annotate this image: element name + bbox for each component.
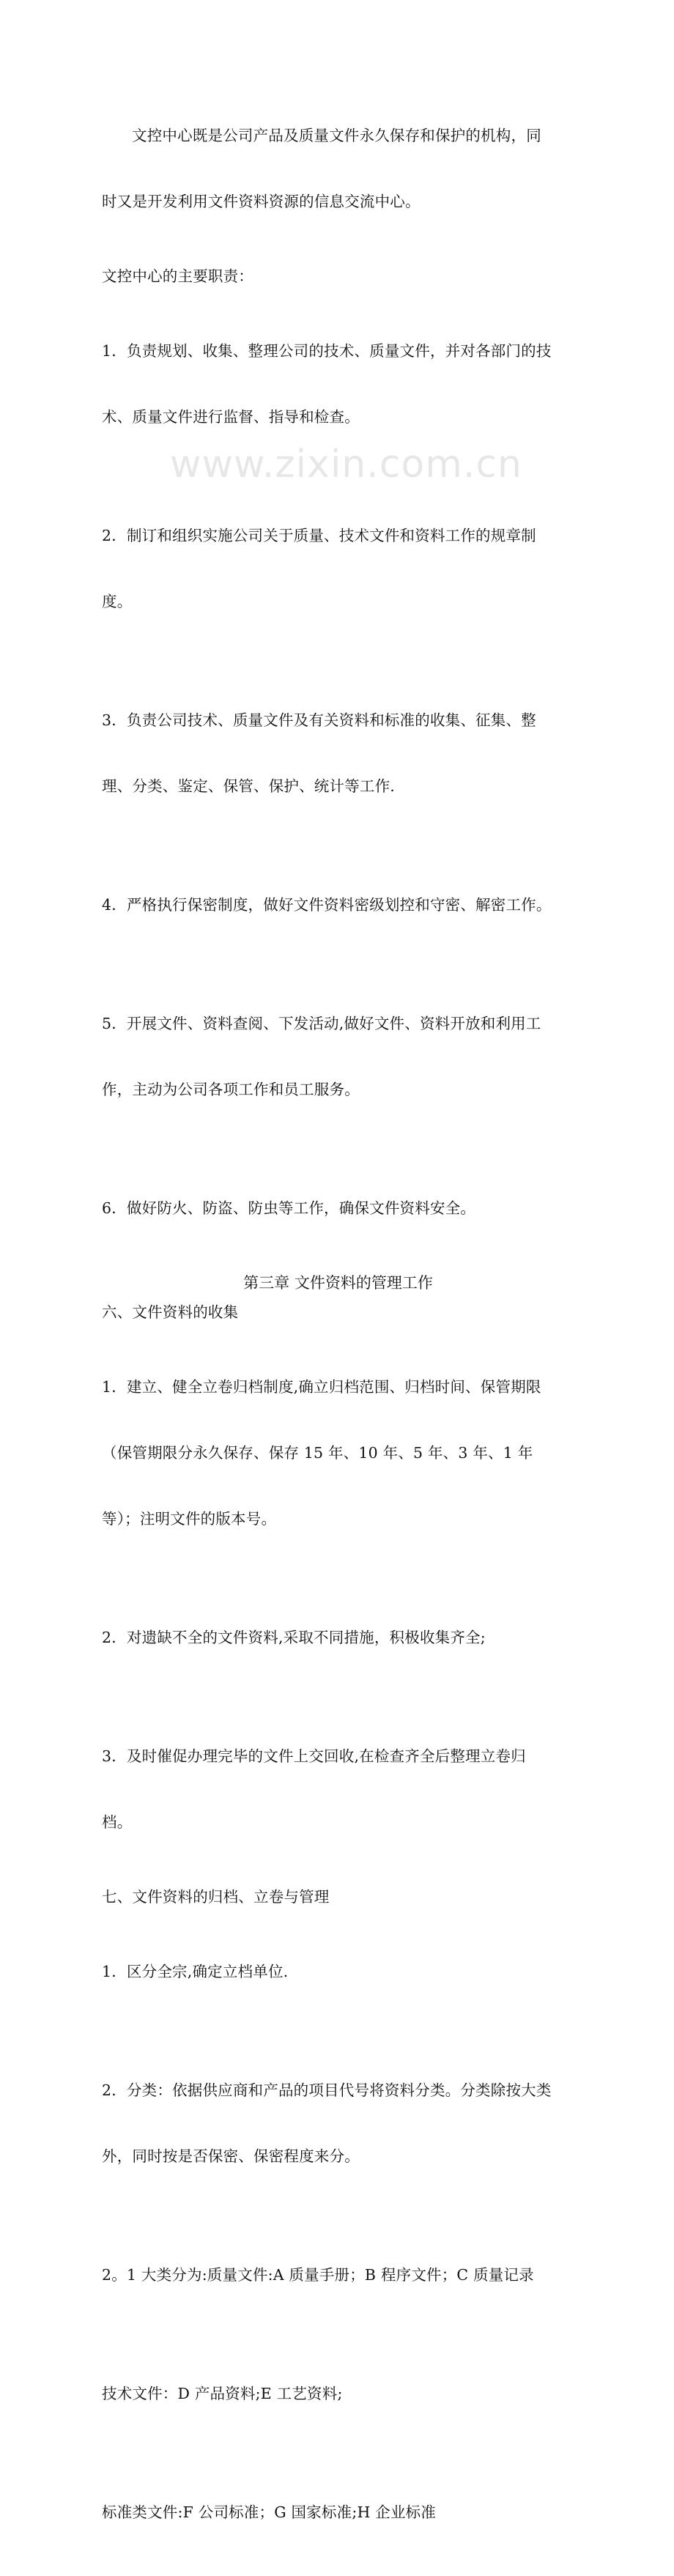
duty-item-5 <box>102 969 574 1144</box>
section-6-title: 六、文件资料的收集 <box>102 1303 239 1321</box>
section-6-item-1 <box>102 1332 574 1574</box>
text-line: 1．建立、健全立卷归档制度,确立归档范围、归档时间、保管期限 <box>102 1378 541 1396</box>
text-line: 档。 <box>102 1813 133 1831</box>
section-6-item-3 <box>102 1701 574 1877</box>
section-6-item-2 <box>102 1583 574 1692</box>
text-line: 1．负责规划、收集、整理公司的技术、质量文件，并对各部门的技 <box>102 342 552 360</box>
duty-item-2 <box>102 481 574 656</box>
intro-paragraph <box>102 81 574 256</box>
section-7-item-2 <box>102 2035 574 2211</box>
duty-item-4 <box>102 850 574 960</box>
text-line: 时又是开发利用文件资料资源的信息交流中心。 <box>102 193 421 210</box>
text-line: 等）；注明文件的版本号。 <box>102 1510 277 1528</box>
document-page <box>102 81 574 2576</box>
text-line: 文控中心既是公司产品及质量文件永久保存和保护的机构，同 <box>132 127 541 144</box>
text-line: 标准类文件:F 公司标准；G 国家标准;H 企业标准 <box>102 2503 437 2521</box>
text-line: 度。 <box>102 593 133 610</box>
text-line: 技术文件：D 产品资料;E 工艺资料; <box>102 2385 343 2402</box>
text-line: 6．做好防火、防盗、防虫等工作，确保文件资料安全。 <box>102 1199 476 1217</box>
text-line: 作，主动为公司各项工作和员工服务。 <box>102 1081 360 1098</box>
text-line: 术、质量文件进行监督、指导和检查。 <box>102 408 360 426</box>
duty-item-1 <box>102 296 574 472</box>
section-7-item-4 <box>102 2339 574 2449</box>
text-line: 3．负责公司技术、质量文件及有关资料和标准的收集、征集、整 <box>102 711 536 729</box>
text-line: 4．严格执行保密制度，做好文件资料密级划控和守密、解密工作。 <box>102 896 552 914</box>
text-line: 2．制订和组织实施公司关于质量、技术文件和资料工作的规章制 <box>102 527 536 544</box>
duties-title: 文控中心的主要职责： <box>102 267 253 285</box>
text-line: 2。1 大类分为:质量文件:A 质量手册；B 程序文件；C 质量记录 <box>102 2266 534 2284</box>
section-7-item-5 <box>102 2457 574 2567</box>
text-line: 5．开展文件、资料查阅、下发活动,做好文件、资料开放和利用工 <box>102 1015 541 1032</box>
text-line: 2．对遗缺不全的文件资料,采取不同措施，积极收集齐全; <box>102 1629 486 1646</box>
duty-item-6 <box>102 1153 574 1263</box>
text-line: 1．区分全宗,确定立档单位. <box>102 1963 289 1980</box>
section-7-item-3 <box>102 2220 574 2330</box>
duty-item-3 <box>102 665 574 841</box>
chapter-title: 第三章 文件资料的管理工作 <box>243 1274 433 1292</box>
section-7-item-1 <box>102 1917 574 2027</box>
text-line: 3．及时催促办理完毕的文件上交回收,在检查齐全后整理立卷归 <box>102 1747 526 1765</box>
text-line: 理、分类、鉴定、保管、保护、统计等工作. <box>102 777 396 795</box>
text-line: 外，同时按是否保密、保密程度来分。 <box>102 2147 360 2165</box>
text-line: （保管期限分永久保存、保存 15 年、10 年、5 年、3 年、1 年 <box>102 1444 533 1462</box>
watermark: www.zixin.com.cn <box>170 443 522 486</box>
section-7-title: 七、文件资料的归档、立卷与管理 <box>102 1888 330 1906</box>
text-line: 2．分类：依据供应商和产品的项目代号将资料分类。分类除按大类 <box>102 2081 552 2099</box>
